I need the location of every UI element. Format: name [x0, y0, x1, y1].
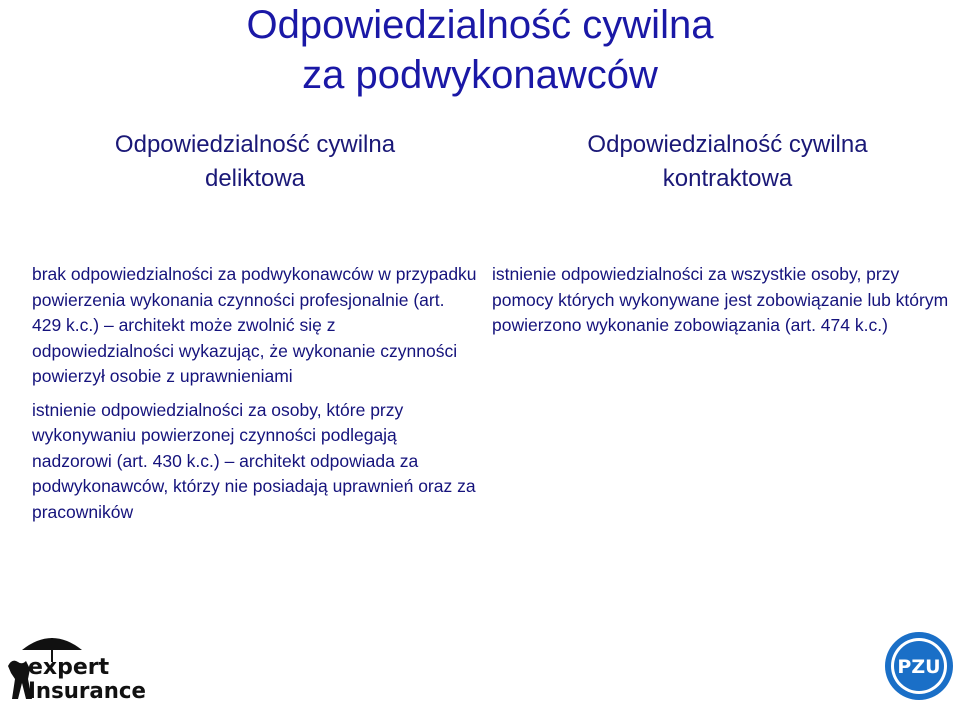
right-paragraph-1: istnienie odpowiedzialności za wszystkie osoby, przy pomocy których wykonywane jest zobowiązanie lub którym powierzono wykonanie zobowiązania (art. 474 k.c.) — [492, 264, 949, 335]
logo-text-insurance: Insurance — [28, 679, 146, 703]
expert-insurance-logo-graphic — [0, 628, 150, 703]
left-heading-line-1: Odpowiedzialność cywilna — [114, 131, 396, 158]
pzu-logo — [883, 630, 955, 702]
left-column-body — [32, 262, 477, 525]
right-heading-line-1: Odpowiedzialność cywilna — [587, 131, 868, 158]
left-heading-line-2: deliktowa — [204, 165, 306, 192]
title-line-2: za podwykonawców — [302, 53, 658, 97]
logo-text-expert: expert — [28, 655, 110, 680]
right-column-heading — [505, 128, 950, 196]
left-paragraph-2: istnienie odpowiedzialności za osoby, które przy wykonywaniu powierzonej czynności podlegają nadzorowi (art. 430 k.c.) – architekt odpowiada za podwykonawców, którzy nie posiadają uprawnień oraz za pracowników — [32, 399, 476, 522]
right-heading-line-2: kontraktowa — [662, 165, 793, 192]
title-line-1: Odpowiedzialność cywilna — [246, 3, 714, 47]
pzu-logo-text: PZU — [897, 656, 941, 678]
slide-title — [0, 0, 960, 100]
left-column-heading — [50, 128, 460, 196]
right-column-body — [492, 262, 960, 339]
pzu-logo-graphic — [883, 630, 955, 702]
left-paragraph-1: brak odpowiedzialności za podwykonawców w przypadku powierzenia wykonania czynności profesjonalnie (art. 429 k.c.) – architekt może zwolnić się z odpowiedzialności wykazując, że wykonanie czynności powierzył osobie z uprawnieniami — [32, 264, 477, 386]
expert-insurance-logo — [0, 628, 150, 703]
